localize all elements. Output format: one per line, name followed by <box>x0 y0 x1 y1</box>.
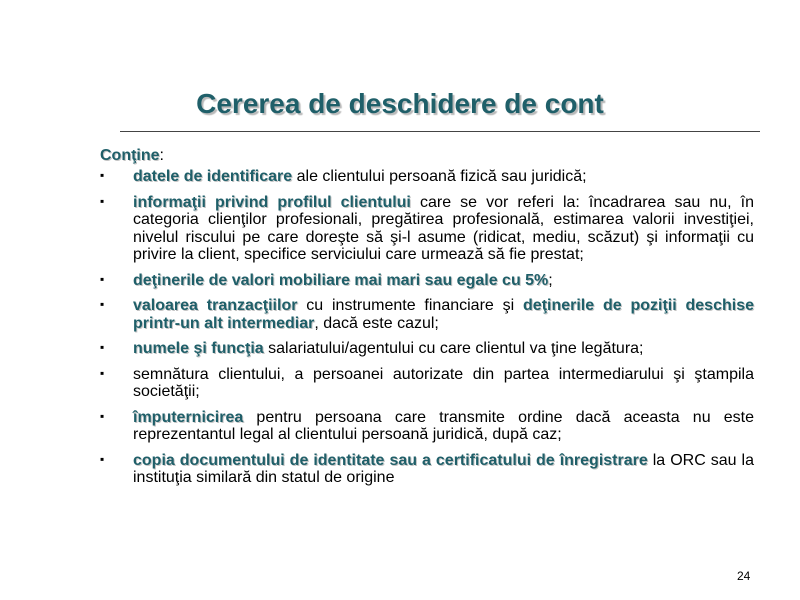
intro-line <box>100 147 754 165</box>
list-item <box>100 452 754 487</box>
list-item <box>100 340 754 358</box>
list-item <box>100 297 754 332</box>
item-text: cu instrumente financiare şi <box>297 297 524 314</box>
bullet-icon: ▪ <box>100 193 105 208</box>
item-keyword: valoarea tranzacţiilor <box>133 297 298 314</box>
item-text: pentru persoana care transmite ordine dacă aceasta nu este reprezentantul legal al clientului persoană juridică, după caz; <box>133 408 754 443</box>
item-keyword: deţinerile de valori mobiliare mai mari sau egale cu 5% <box>133 271 549 289</box>
list-item <box>100 409 754 444</box>
list-item <box>100 168 754 186</box>
item-keyword: împuternicirea <box>133 408 244 426</box>
slide-title: Cererea de deschidere de cont <box>196 88 604 119</box>
intro-label: Conţine <box>100 147 160 164</box>
list-item <box>100 366 754 401</box>
title-divider <box>120 131 760 132</box>
bullet-icon: ▪ <box>100 271 105 286</box>
bullet-icon: ▪ <box>100 340 105 354</box>
item-text-secondary: , dacă este cazul; <box>314 314 439 332</box>
item-text: care se vor referi la: încadrarea sau nu, în categoria clienţilor profesionali, pregătirea profesională, estimarea valorii investiţiei, nivelul riscului pe care doreşte să şi-l asume (ridicat, mediu, scăzut) şi informaţii cu privire la client, specifice serviciului care urmează să fie prestat; <box>133 193 755 263</box>
item-text: ale clientului persoană fizică sau juridică; <box>292 168 587 185</box>
item-keyword: copia documentului de identitate sau a certificatului de înregistrare <box>133 451 648 469</box>
bullet-icon: ▪ <box>100 168 105 182</box>
bullet-icon: ▪ <box>100 408 105 423</box>
item-keyword-secondary: deţinerile de poziţii deschise printr-un alt intermediar <box>133 297 754 332</box>
item-keyword: informaţii privind profilul clientului <box>133 193 411 211</box>
page-number: 24 <box>737 569 751 583</box>
item-text: la ORC sau la instituţia similară din statul de origine <box>133 451 754 486</box>
list-item <box>100 194 754 264</box>
item-keyword: datele de identificare <box>133 168 293 185</box>
list-item <box>100 272 754 290</box>
bullet-icon: ▪ <box>100 365 105 380</box>
requirements-list <box>100 168 754 487</box>
bullet-icon: ▪ <box>100 297 105 311</box>
item-keyword: numele şi funcţia <box>133 340 264 357</box>
intro-suffix: : <box>159 147 164 164</box>
slide-content <box>100 147 754 495</box>
item-text: salariatului/agentului cu care clientul va ţine legătura; <box>263 340 644 357</box>
item-text: semnătura clientului, a persoanei autorizate din partea intermediarului şi ştampila societăţii; <box>133 365 754 400</box>
bullet-icon: ▪ <box>100 451 105 466</box>
item-text: ; <box>548 271 553 289</box>
